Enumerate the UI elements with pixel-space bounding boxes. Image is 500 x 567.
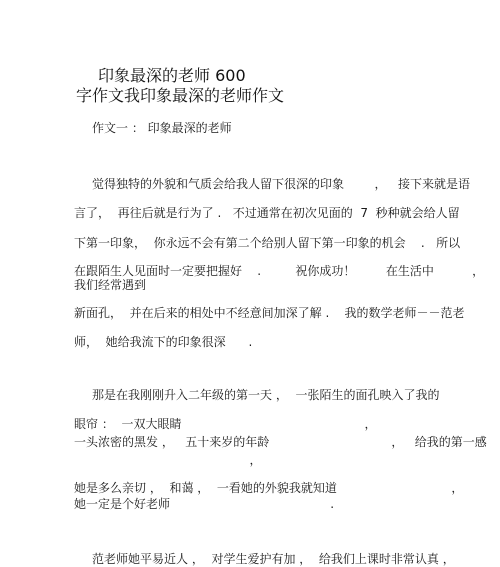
body-line-14: 范老师她平易近人 ， 对学生爱护有加 ， 给我们上课时非常认真 ，	[92, 552, 455, 566]
body-line-3: 下第一印象， 你永远不会有第二个给别人留下第一印象的机会 . 所以	[74, 236, 461, 250]
body-line-6: 新面孔， 并在后来的相处中不经意间加深了解 . 我的数学老师－－范老	[74, 306, 465, 320]
document-title-line-1: 印象最深的老师 600	[98, 66, 246, 85]
body-line-10: 一头浓密的黑发 ， 五十来岁的年龄 ， 给我的第一感	[74, 435, 487, 449]
section-heading: 作文一 ： 印象最深的老师	[92, 121, 232, 135]
document-title-line-2: 字作文我印象最深的老师作文	[76, 86, 285, 105]
body-line-4: 在跟陌生人见面时一定要把握好 . 祝你成功！ 在生活中 ，	[74, 264, 485, 278]
body-line-1: 觉得独特的外貌和气质会给我人留下很深的印象 ， 接下来就是语	[92, 177, 470, 191]
body-line-9: 眼帘 ： 一双大眼睛 ，	[74, 417, 377, 431]
body-line-2: 言了， 再往后就是行为了 . 不过通常在初次见面的 7 秒种就会给人留	[74, 206, 460, 220]
body-line-13: 她一定是个好老师 .	[74, 497, 335, 511]
body-line-5: 我们经常遇到	[74, 278, 147, 292]
body-line-12: 她是多么亲切 ， 和蔼 ， 一看她的外貌我就知道 ，	[74, 481, 464, 495]
body-line-8: 那是在我刚刚升入二年级的第一天 ， 一张陌生的面孔映入了我的	[92, 388, 440, 402]
body-line-7: 师， 她给我流下的印象很深 .	[74, 335, 253, 349]
body-line-11: ，	[74, 453, 262, 467]
